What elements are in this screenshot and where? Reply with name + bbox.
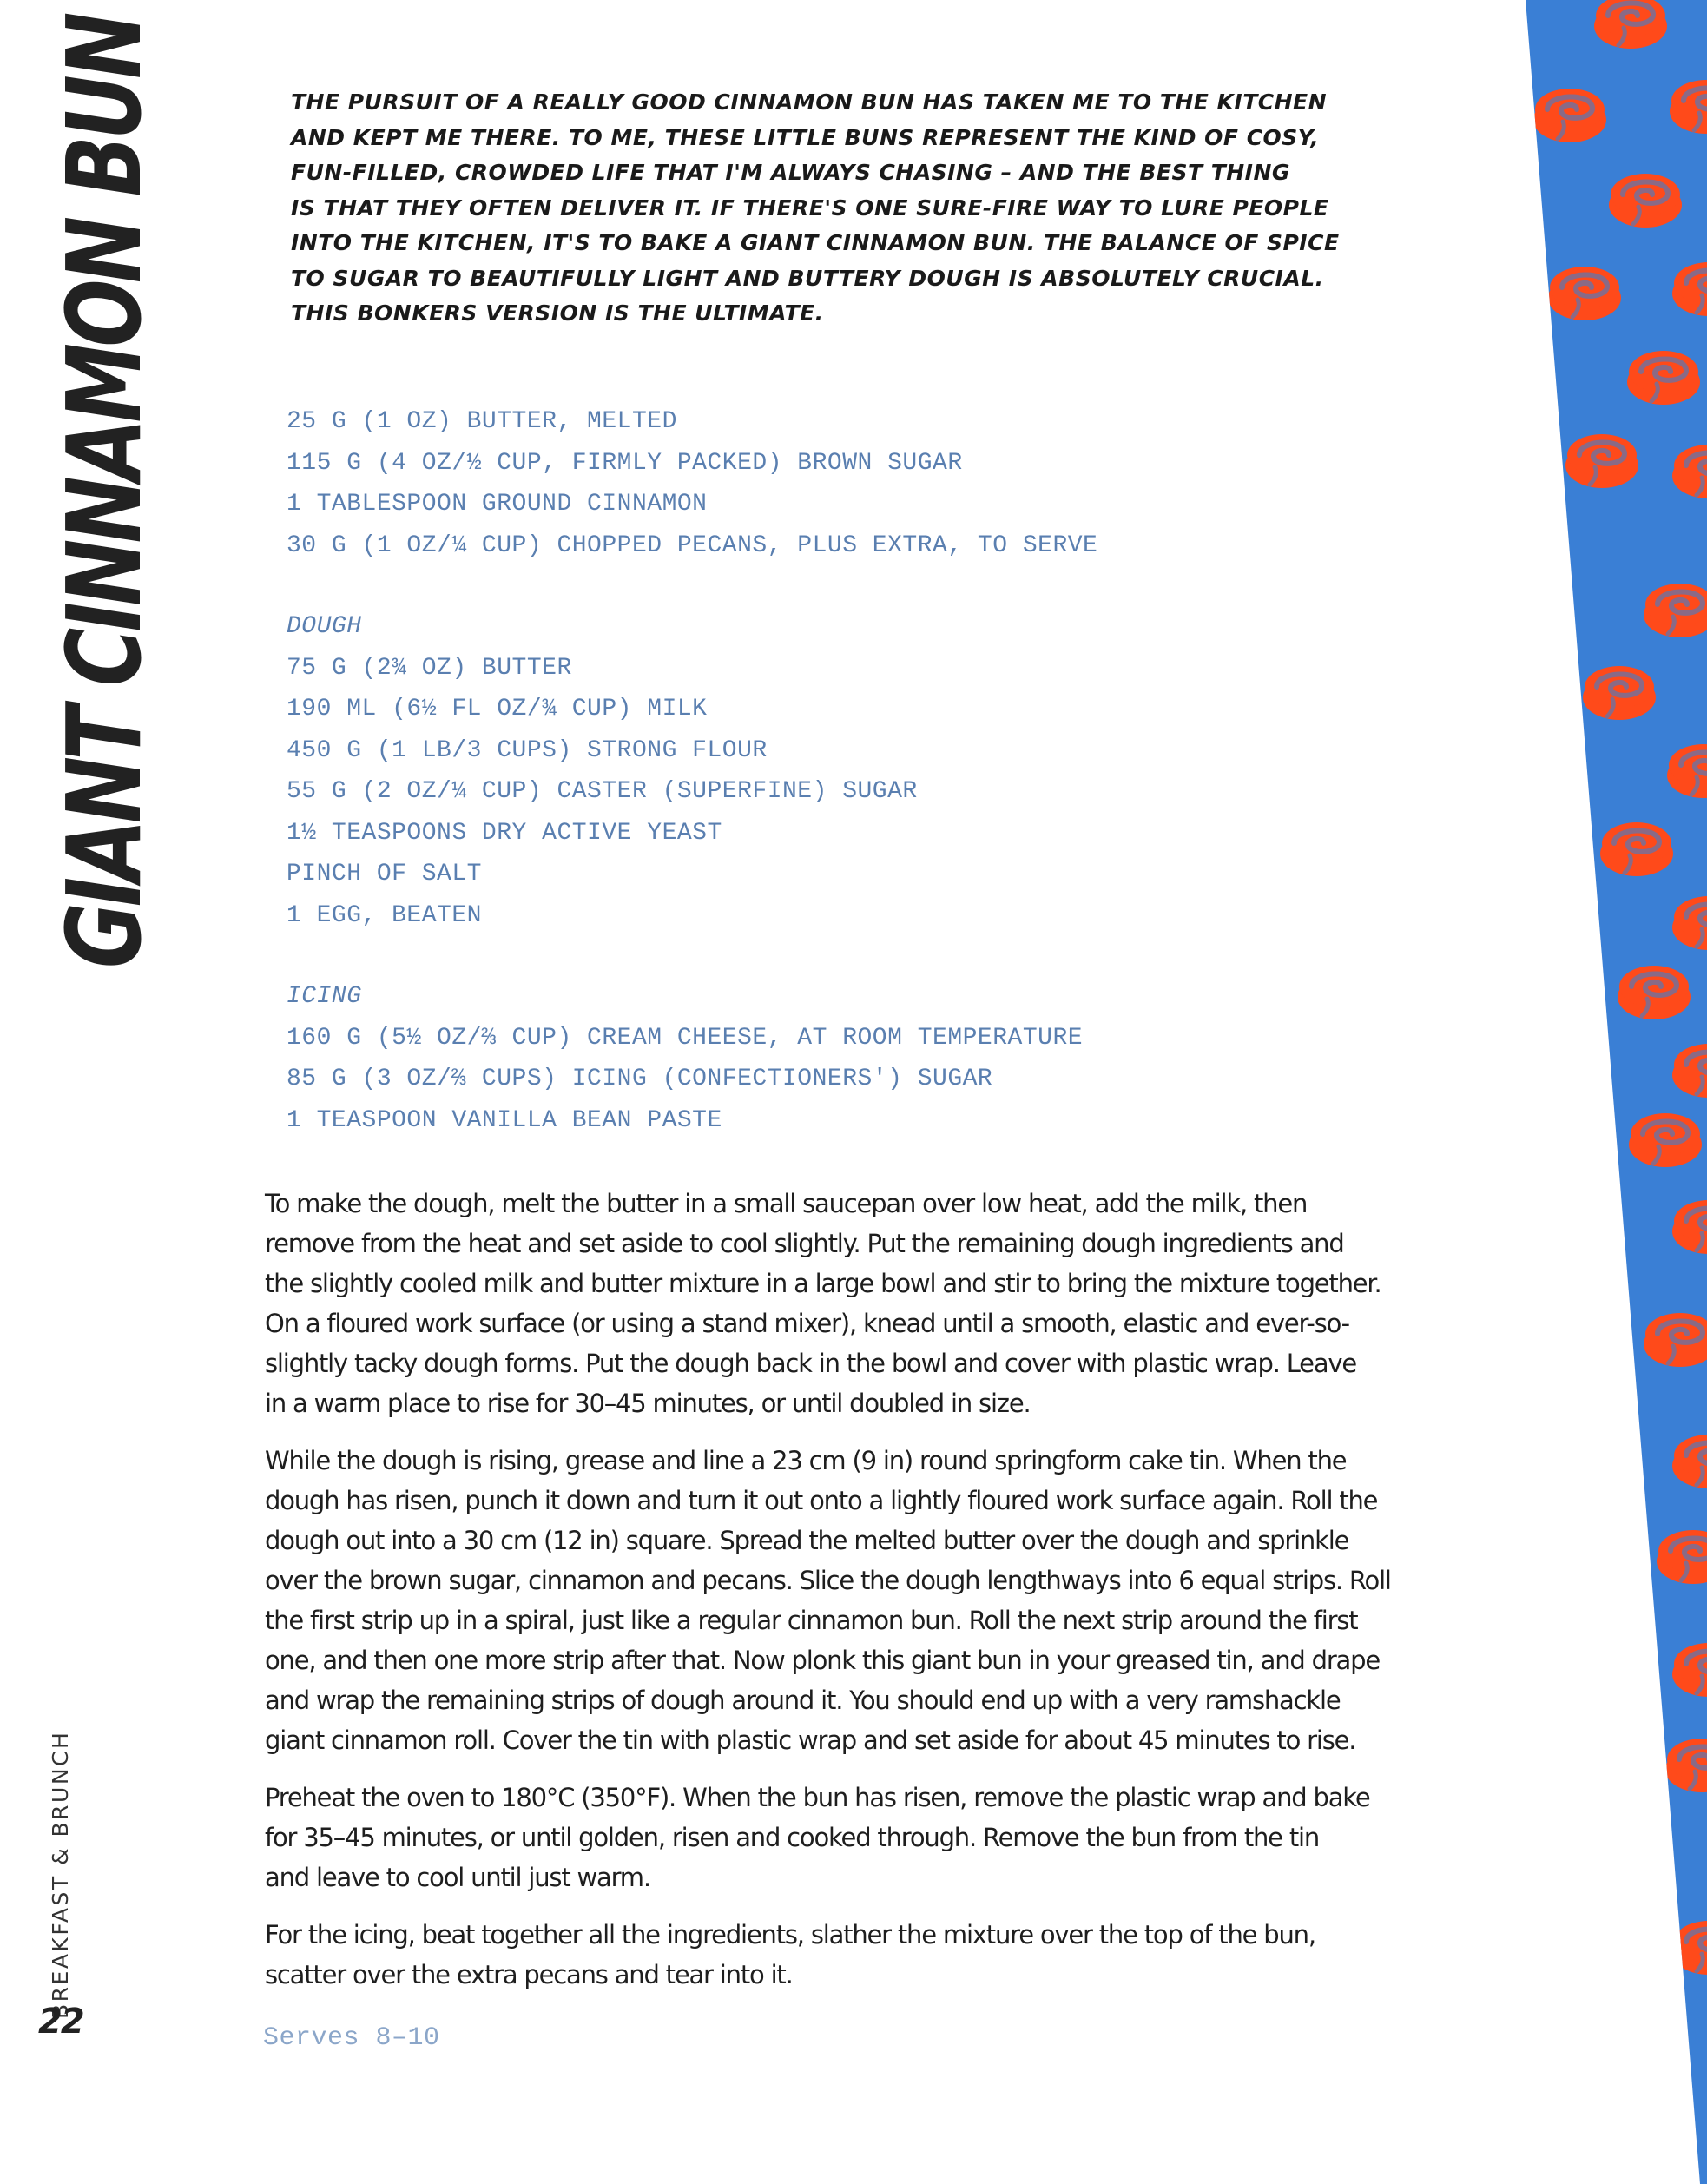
ingredient-item: 30 G (1 OZ/¼ CUP) CHOPPED PECANS, PLUS EXTRA, TO SERVE (287, 531, 1098, 559)
ingredient-item: 1½ TEASPOONS DRY ACTIVE YEAST (287, 819, 722, 847)
ingredient-group-heading: DOUGH (287, 613, 362, 640)
method-line: dough has risen, punch it down and turn it out onto a lightly floured work surface again. Roll the (265, 1486, 1378, 1515)
method-line: in a warm place to rise for 30–45 minutes, or until doubled in size. (265, 1389, 1031, 1418)
method-line: dough out into a 30 cm (12 in) square. Spread the melted butter over the dough and sprinkle (265, 1526, 1349, 1555)
ingredient-item: PINCH OF SALT (287, 861, 482, 887)
ingredients-list (287, 401, 1242, 1141)
ingredient-item: 85 G (3 OZ/⅔ CUPS) ICING (CONFECTIONERS') SUGAR (287, 1066, 993, 1092)
ingredient-item: 450 G (1 LB/3 CUPS) STRONG FLOUR (287, 736, 768, 764)
method-line: Preheat the oven to 180°C (350°F). When the bun has risen, remove the plastic wrap and bake (265, 1783, 1370, 1812)
intro-line: FUN-FILLED, CROWDED LIFE THAT I'M ALWAYS CHASING – AND THE BEST THING (291, 160, 1290, 185)
method-line: and leave to cool until just warm. (265, 1863, 650, 1892)
method-step (265, 1441, 1498, 1760)
ingredient-item: 25 G (1 OZ) BUTTER, MELTED (287, 408, 677, 435)
method-line: giant cinnamon roll. Cover the tin with plastic wrap and set aside for about 45 minutes to rise. (265, 1725, 1356, 1755)
ingredient-item: 1 EGG, BEATEN (287, 901, 482, 929)
serves-label: Serves 8–10 (263, 2023, 440, 2053)
method-line: remove from the heat and set aside to cool slightly. Put the remaining dough ingredients and (265, 1229, 1344, 1258)
method-line: for 35–45 minutes, or until golden, risen and cooked through. Remove the bun from the tin (265, 1823, 1320, 1852)
ingredient-item: 1 TABLESPOON GROUND CINNAMON (287, 491, 708, 518)
intro-line: THIS BONKERS VERSION IS THE ULTIMATE. (291, 300, 824, 326)
ingredient-group-heading: ICING (287, 983, 362, 1010)
ingredient-item: 190 ML (6½ FL OZ/¾ CUP) MILK (287, 696, 708, 723)
ingredient-group-filling (287, 401, 1242, 566)
ingredient-group-icing (287, 976, 1242, 1141)
method-line: For the icing, beat together all the ingredients, slather the mixture over the top of the bun, (265, 1920, 1315, 1950)
ingredient-item: 115 G (4 OZ/½ CUP, FIRMLY PACKED) BROWN SUGAR (287, 449, 963, 477)
recipe-title (44, 16, 164, 968)
ingredient-item: 75 G (2¾ OZ) BUTTER (287, 654, 572, 682)
recipe-title-text: GIANT CINNAMON BUN (44, 16, 164, 968)
chapter-running-head-container (43, 1706, 78, 2019)
method-line: over the brown sugar, cinnamon and pecans. Slice the dough lengthways into 6 equal strips. Roll (265, 1566, 1391, 1595)
recipe-title-container (44, 16, 164, 968)
method-line: one, and then one more strip after that. Now plonk this giant bun in your greased tin, and drape (265, 1646, 1380, 1675)
intro-line: IS THAT THEY OFTEN DELIVER IT. IF THERE'S ONE SURE-FIRE WAY TO LURE PEOPLE (291, 195, 1329, 221)
method-line: and wrap the remaining strips of dough around it. You should end up with a very ramshackle (265, 1686, 1341, 1715)
ingredient-item: 160 G (5½ OZ/⅔ CUP) CREAM CHEESE, AT ROOM TEMPERATURE (287, 1024, 1084, 1052)
intro-line: TO SUGAR TO BEAUTIFULLY LIGHT AND BUTTERY DOUGH IS ABSOLUTELY CRUCIAL. (291, 265, 1324, 291)
ingredient-group-dough (287, 606, 1242, 936)
page-number: 22 (38, 2002, 83, 2042)
intro-line: INTO THE KITCHEN, IT'S TO BAKE A GIANT CINNAMON BUN. THE BALANCE OF SPICE (291, 230, 1340, 255)
method-line: the slightly cooled milk and butter mixture in a large bowl and stir to bring the mixture together. (265, 1269, 1381, 1298)
method-step (265, 1915, 1498, 1995)
method-line: On a floured work surface (or using a stand mixer), knead until a smooth, elastic and ever-so- (265, 1309, 1349, 1338)
ingredient-item: 55 G (2 OZ/¼ CUP) CASTER (SUPERFINE) SUGAR (287, 778, 918, 805)
recipe-intro (291, 85, 1498, 332)
method-line: slightly tacky dough forms. Put the dough back in the bowl and cover with plastic wrap. Leave (265, 1349, 1356, 1378)
method-step (265, 1778, 1498, 1897)
method-line: While the dough is rising, grease and line a 23 cm (9 in) round springform cake tin. When the (265, 1446, 1347, 1475)
intro-line: AND KEPT ME THERE. TO ME, THESE LITTLE BUNS REPRESENT THE KIND OF COSY, (291, 124, 1320, 150)
method-step (265, 1184, 1498, 1423)
intro-line: THE PURSUIT OF A REALLY GOOD CINNAMON BUN HAS TAKEN ME TO THE KITCHEN (291, 89, 1328, 115)
ingredient-item: 1 TEASPOON VANILLA BEAN PASTE (287, 1106, 722, 1134)
method-line: To make the dough, melt the butter in a small saucepan over low heat, add the milk, then (265, 1189, 1308, 1218)
method-section (265, 1184, 1498, 2012)
chapter-running-head: BREAKFAST & BRUNCH (48, 1730, 73, 2019)
method-line: the first strip up in a spiral, just like a regular cinnamon bun. Roll the next strip around the first (265, 1606, 1358, 1635)
method-line: scatter over the extra pecans and tear into it. (265, 1960, 793, 1989)
